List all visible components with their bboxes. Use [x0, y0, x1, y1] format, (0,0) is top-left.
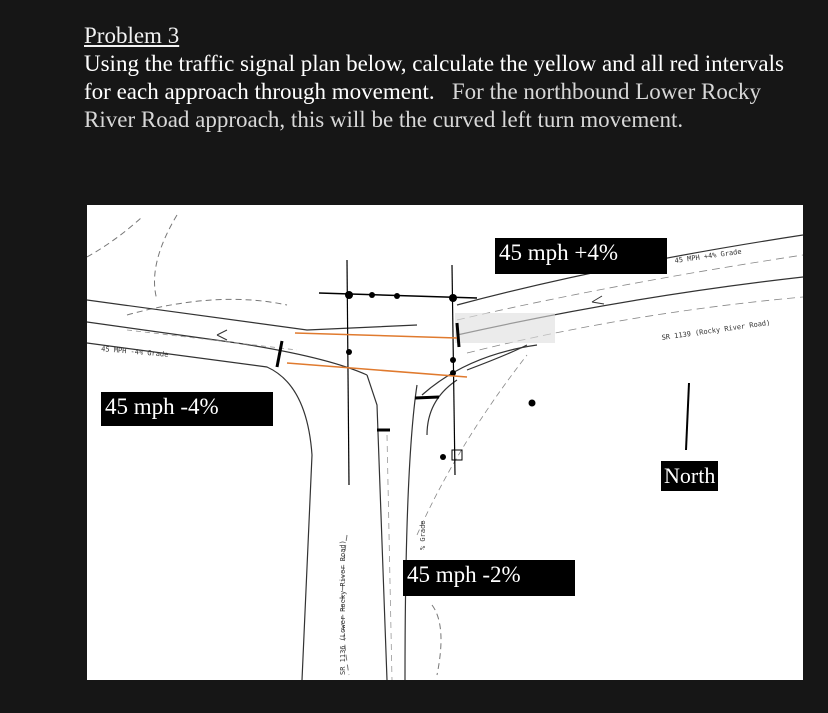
- orange-line-upper: [295, 333, 457, 338]
- curved-left-turn-path: [417, 355, 527, 535]
- arrow-west: [217, 330, 227, 340]
- plan-text-left: 45 MPH -4% Grade: [100, 345, 169, 359]
- problem-statement: [84, 22, 804, 134]
- intersection-drawing: [87, 205, 803, 680]
- speed-label-east: 45 mph +4%: [495, 238, 667, 274]
- dashed-curve-left: [155, 215, 178, 300]
- plan-text-bottom-grade: % Grade: [419, 520, 427, 550]
- orange-line-lower: [287, 363, 467, 377]
- traffic-signal-plan: [87, 205, 803, 680]
- stop-bar-channel: [415, 397, 439, 398]
- south-leg-east-edge: [405, 385, 417, 680]
- west-leg-north-edge: [87, 300, 417, 330]
- plan-text-sr1139: SR 1139 (Rocky River Road): [661, 318, 771, 342]
- dashed-curve-south: [432, 605, 441, 675]
- plan-text-sr1136: SR 1136 (Lower Rocky River Road): [339, 540, 347, 675]
- problem-text: [84, 50, 804, 134]
- south-leg-lane-line: [387, 435, 392, 680]
- west-leg-lane-line: [127, 330, 297, 350]
- speed-label-south: 45 mph -2%: [403, 560, 575, 596]
- island-edge: [427, 380, 457, 435]
- stop-bar-west: [277, 341, 282, 367]
- arrow-east: [592, 296, 604, 304]
- crosswalk-hatch: [455, 313, 555, 343]
- dashed-curve-upper-left: [87, 217, 142, 257]
- problem-title: Problem 3: [84, 23, 180, 48]
- problem-text-part2: For the northbound Lower Rocky River Road approach, this will be the curved left turn movement.: [84, 79, 762, 132]
- channelized-left-curve: [422, 345, 537, 395]
- north-label: North: [661, 461, 718, 491]
- plan-text-top-right: 45 MPH +4% Grade: [674, 247, 743, 265]
- south-leg-west-edge: [367, 375, 387, 680]
- stop-bar-east: [457, 323, 459, 347]
- speed-label-west: 45 mph -4%: [101, 392, 273, 426]
- dashed-line-left: [127, 299, 287, 315]
- problem-text-part1: Using the traffic signal plan below, calculate the yellow and all red intervals for each approach through movement.: [84, 51, 784, 104]
- north-arrow-line: [686, 383, 689, 450]
